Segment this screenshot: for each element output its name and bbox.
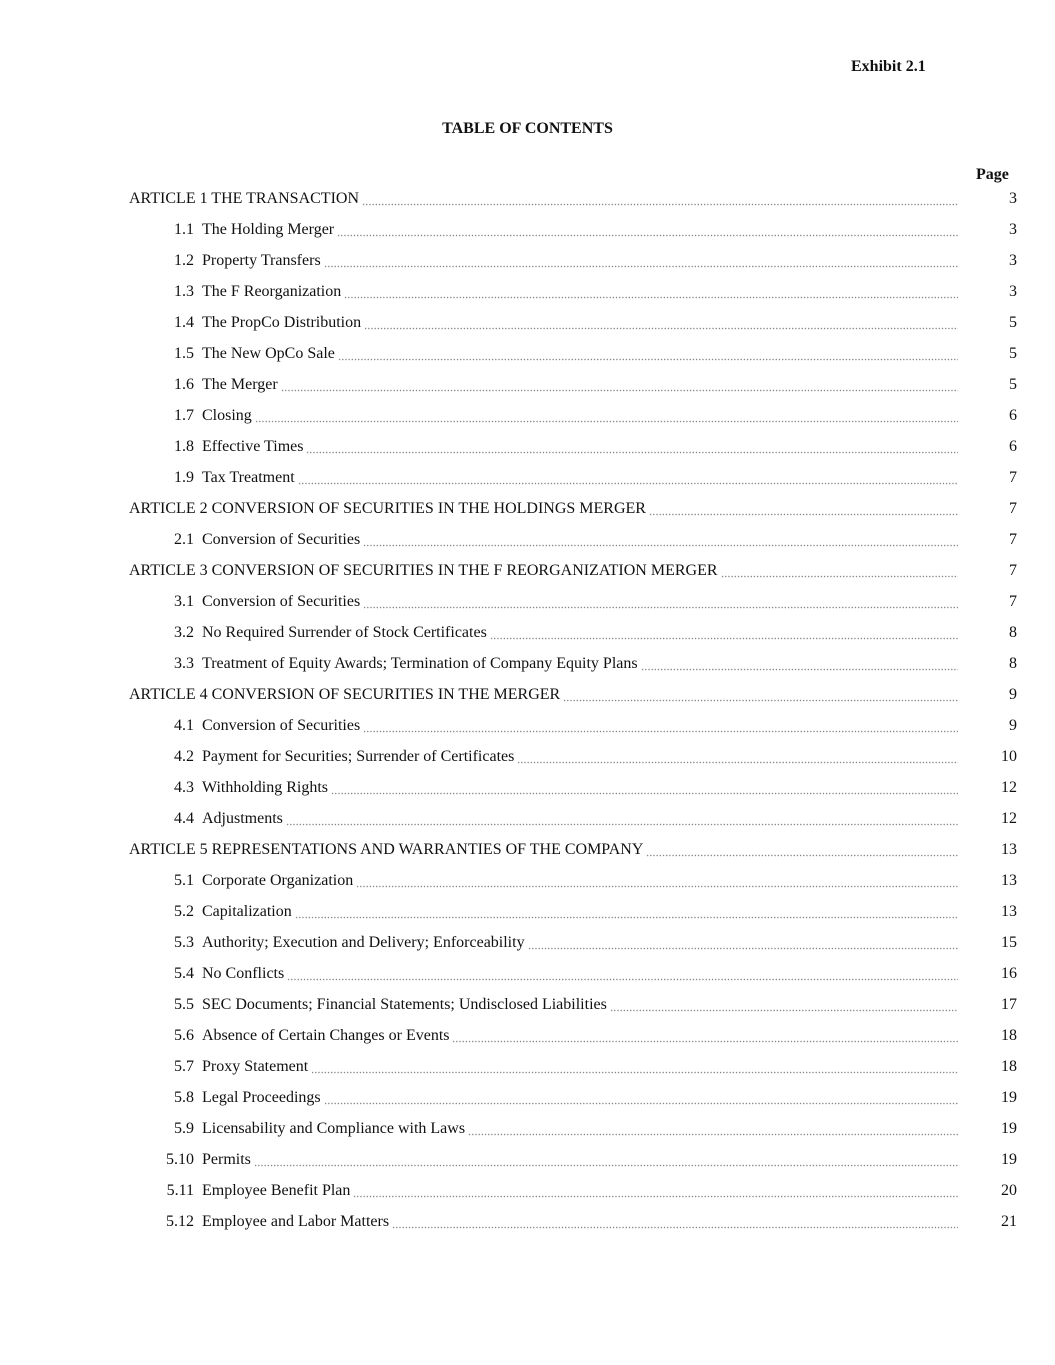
article-title: ARTICLE 5 REPRESENTATIONS AND WARRANTIES OF THE COMPANY (129, 841, 644, 858)
section-title: Capitalization (202, 903, 292, 920)
toc-section-entry[interactable] (0, 524, 1055, 555)
toc-section-entry[interactable] (0, 431, 1055, 462)
toc-section-entry[interactable] (0, 617, 1055, 648)
section-number: 4.4 (174, 810, 194, 827)
toc-section-entry[interactable] (0, 307, 1055, 338)
toc-section-entry[interactable] (0, 927, 1055, 958)
toc-article-entry[interactable] (0, 679, 1055, 710)
page-number: 13 (1001, 841, 1017, 858)
section-title: SEC Documents; Financial Statements; Undisclosed Liabilities (202, 996, 607, 1013)
section-title: Absence of Certain Changes or Events (202, 1027, 450, 1044)
toc-title: TABLE OF CONTENTS (442, 120, 613, 137)
dot-leader (610, 989, 958, 1020)
dot-leader (311, 1051, 958, 1082)
toc-section-entry[interactable] (0, 989, 1055, 1020)
section-number: 1.1 (174, 221, 194, 238)
page-number: 5 (1009, 345, 1017, 362)
section-title: Adjustments (202, 810, 283, 827)
page-number: 19 (1001, 1151, 1017, 1168)
section-number: 4.3 (174, 779, 194, 796)
dot-leader (298, 462, 958, 493)
section-number: 4.2 (174, 748, 194, 765)
page-number: 16 (1001, 965, 1017, 982)
section-title: Conversion of Securities (202, 593, 361, 610)
page-number: 15 (1001, 934, 1017, 951)
dot-leader (337, 214, 958, 245)
section-number: 1.8 (174, 438, 194, 455)
dot-leader (353, 1175, 958, 1206)
section-title: The F Reorganization (202, 283, 342, 300)
section-title: The New OpCo Sale (202, 345, 335, 362)
page-number: 3 (1009, 221, 1017, 238)
table-of-contents (0, 183, 1055, 1237)
dot-leader (344, 276, 958, 307)
section-title: The Holding Merger (202, 221, 335, 238)
page-number: 21 (1001, 1213, 1017, 1230)
dot-leader (563, 679, 958, 710)
section-number: 5.4 (174, 965, 194, 982)
dot-leader (295, 896, 958, 927)
page-number: 18 (1001, 1027, 1017, 1044)
section-number: 3.1 (174, 593, 194, 610)
page-number: 7 (1009, 593, 1017, 610)
section-title: Conversion of Securities (202, 717, 361, 734)
section-title: Property Transfers (202, 252, 321, 269)
dot-leader (356, 865, 958, 896)
page-number: 5 (1009, 376, 1017, 393)
page-number: 12 (1001, 810, 1017, 827)
section-title: Proxy Statement (202, 1058, 309, 1075)
dot-leader (286, 803, 958, 834)
section-number: 5.5 (174, 996, 194, 1013)
page-number: 7 (1009, 531, 1017, 548)
section-title: Licensability and Compliance with Laws (202, 1120, 466, 1137)
page-number: 7 (1009, 500, 1017, 517)
toc-section-entry[interactable] (0, 369, 1055, 400)
toc-section-entry[interactable] (0, 400, 1055, 431)
dot-leader (363, 586, 958, 617)
dot-leader (324, 1082, 958, 1113)
toc-article-entry[interactable] (0, 493, 1055, 524)
section-number: 3.2 (174, 624, 194, 641)
section-number: 1.2 (174, 252, 194, 269)
section-title: Legal Proceedings (202, 1089, 321, 1106)
article-title: ARTICLE 3 CONVERSION OF SECURITIES IN THE F REORGANIZATION MERGER (129, 562, 718, 579)
toc-section-entry[interactable] (0, 1082, 1055, 1113)
toc-section-entry[interactable] (0, 772, 1055, 803)
toc-section-entry[interactable] (0, 1144, 1055, 1175)
section-number: 3.3 (174, 655, 194, 672)
page-number: 13 (1001, 872, 1017, 889)
dot-leader (646, 834, 958, 865)
page-number: 3 (1009, 190, 1017, 207)
toc-section-entry[interactable] (0, 1051, 1055, 1082)
article-title: ARTICLE 1 THE TRANSACTION (129, 190, 359, 207)
dot-leader (468, 1113, 958, 1144)
dot-leader (517, 741, 958, 772)
section-title: Withholding Rights (202, 779, 329, 796)
toc-section-entry[interactable] (0, 710, 1055, 741)
dot-leader (363, 524, 958, 555)
page-number: 5 (1009, 314, 1017, 331)
dot-leader (649, 493, 958, 524)
exhibit-label: Exhibit 2.1 (851, 58, 926, 75)
section-title: Employee Benefit Plan (202, 1182, 351, 1199)
page-number: 17 (1001, 996, 1017, 1013)
section-number: 5.9 (174, 1120, 194, 1137)
section-number: 5.2 (174, 903, 194, 920)
article-title: ARTICLE 2 CONVERSION OF SECURITIES IN THE HOLDINGS MERGER (129, 500, 646, 517)
section-number: 1.6 (174, 376, 194, 393)
dot-leader (254, 1144, 958, 1175)
toc-section-entry[interactable] (0, 648, 1055, 679)
toc-section-entry[interactable] (0, 958, 1055, 989)
dot-leader (721, 555, 958, 586)
page-number: 6 (1009, 407, 1017, 424)
page-number: 10 (1001, 748, 1017, 765)
section-title: Authority; Execution and Delivery; Enforceability (202, 934, 525, 951)
dot-leader (392, 1206, 958, 1237)
page-number: 19 (1001, 1089, 1017, 1106)
section-title: Treatment of Equity Awards; Termination of Company Equity Plans (202, 655, 638, 672)
section-number: 1.3 (174, 283, 194, 300)
section-number: 1.7 (174, 407, 194, 424)
section-number: 5.7 (174, 1058, 194, 1075)
page-number: 12 (1001, 779, 1017, 796)
page-number: 9 (1009, 717, 1017, 734)
section-title: Tax Treatment (202, 469, 295, 486)
toc-section-entry[interactable] (0, 803, 1055, 834)
page-number: 6 (1009, 438, 1017, 455)
section-title: The PropCo Distribution (202, 314, 362, 331)
dot-leader (364, 307, 958, 338)
page-number: 20 (1001, 1182, 1017, 1199)
section-title: Permits (202, 1151, 251, 1168)
section-number: 1.4 (174, 314, 194, 331)
section-title: Effective Times (202, 438, 304, 455)
dot-leader (255, 400, 958, 431)
toc-article-entry[interactable] (0, 183, 1055, 214)
page-number: 13 (1001, 903, 1017, 920)
section-title: Payment for Securities; Surrender of Certificates (202, 748, 515, 765)
toc-section-entry[interactable] (0, 276, 1055, 307)
section-number: 5.10 (166, 1151, 194, 1168)
dot-leader (306, 431, 958, 462)
toc-section-entry[interactable] (0, 214, 1055, 245)
page-number: 7 (1009, 562, 1017, 579)
page-column-header: Page (976, 166, 1009, 183)
dot-leader (287, 958, 958, 989)
dot-leader (338, 338, 958, 369)
section-number: 2.1 (174, 531, 194, 548)
section-number: 1.5 (174, 345, 194, 362)
toc-section-entry[interactable] (0, 586, 1055, 617)
section-title: No Required Surrender of Stock Certificates (202, 624, 487, 641)
section-title: Employee and Labor Matters (202, 1213, 390, 1230)
section-number: 5.8 (174, 1089, 194, 1106)
section-number: 1.9 (174, 469, 194, 486)
section-title: Conversion of Securities (202, 531, 361, 548)
toc-section-entry[interactable] (0, 896, 1055, 927)
page-number: 9 (1009, 686, 1017, 703)
dot-leader (490, 617, 958, 648)
page-number: 7 (1009, 469, 1017, 486)
section-title: The Merger (202, 376, 278, 393)
toc-article-entry[interactable] (0, 834, 1055, 865)
toc-section-entry[interactable] (0, 865, 1055, 896)
dot-leader (452, 1020, 958, 1051)
toc-section-entry[interactable] (0, 1175, 1055, 1206)
article-title: ARTICLE 4 CONVERSION OF SECURITIES IN THE MERGER (129, 686, 561, 703)
toc-section-entry[interactable] (0, 1113, 1055, 1144)
dot-leader (641, 648, 958, 679)
page-number: 3 (1009, 252, 1017, 269)
toc-section-entry[interactable] (0, 1206, 1055, 1237)
toc-section-entry[interactable] (0, 462, 1055, 493)
dot-leader (363, 710, 958, 741)
section-title: Corporate Organization (202, 872, 354, 889)
section-number: 5.11 (166, 1182, 194, 1199)
dot-leader (331, 772, 958, 803)
section-number: 5.3 (174, 934, 194, 951)
toc-article-entry[interactable] (0, 555, 1055, 586)
dot-leader (528, 927, 958, 958)
page-number: 8 (1009, 624, 1017, 641)
section-number: 5.1 (174, 872, 194, 889)
toc-section-entry[interactable] (0, 741, 1055, 772)
section-number: 5.6 (174, 1027, 194, 1044)
toc-section-entry[interactable] (0, 245, 1055, 276)
toc-section-entry[interactable] (0, 338, 1055, 369)
section-number: 5.12 (166, 1213, 194, 1230)
dot-leader (324, 245, 958, 276)
section-title: Closing (202, 407, 252, 424)
section-title: No Conflicts (202, 965, 285, 982)
page-number: 18 (1001, 1058, 1017, 1075)
dot-leader (362, 183, 958, 214)
page-number: 3 (1009, 283, 1017, 300)
page-number: 8 (1009, 655, 1017, 672)
toc-section-entry[interactable] (0, 1020, 1055, 1051)
section-number: 4.1 (174, 717, 194, 734)
dot-leader (281, 369, 958, 400)
page-number: 19 (1001, 1120, 1017, 1137)
